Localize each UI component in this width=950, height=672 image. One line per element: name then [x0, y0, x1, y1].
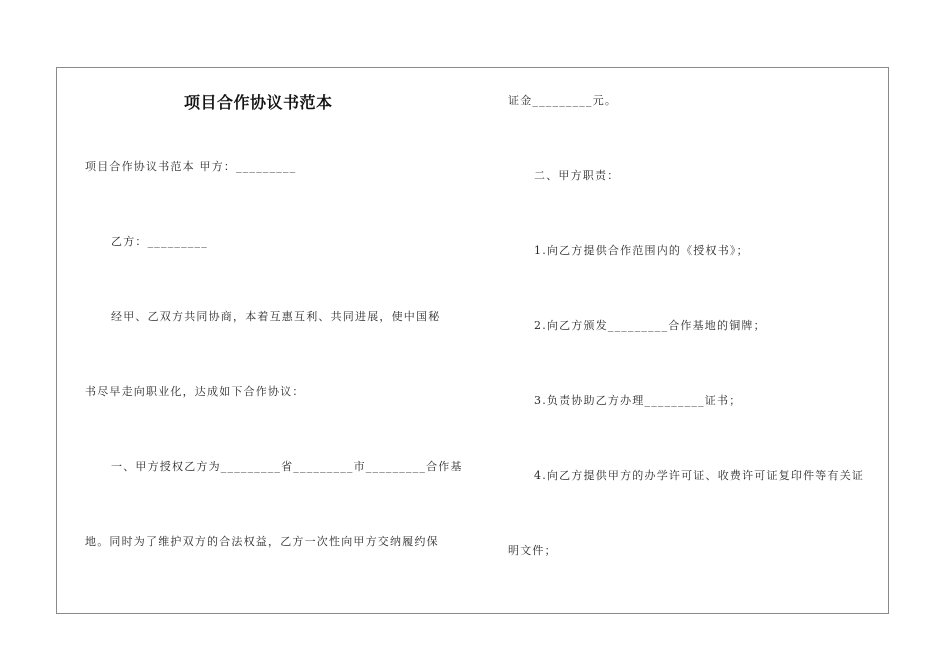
clause-two-item-2: 2.向乙方颁发_________合作基地的铜牌； [534, 319, 766, 332]
paragraph-party-b: 乙方：_________ [111, 235, 208, 248]
paragraph-preamble-line-1: 经甲、乙双方共同协商，本着互惠互利、共同进展，使中国秘 [111, 310, 441, 323]
clause-two-item-4-line-2: 明文件； [508, 544, 557, 557]
clause-one-line-2: 地。同时为了维护双方的合法权益，乙方一次性向甲方交纳履约保 [85, 535, 439, 548]
clause-two-item-1: 1.向乙方提供合作范围内的《授权书》； [534, 244, 749, 257]
clause-one-line-3: 证金_________元。 [508, 94, 618, 107]
paragraph-intro-party-a: 项目合作协议书范本 甲方：_________ [85, 160, 297, 173]
paragraph-preamble-line-2: 书尽早走向职业化，达成如下合作协议： [85, 385, 305, 398]
clause-one-line-1: 一、甲方授权乙方为_________省_________市_________合作基 [111, 460, 463, 473]
clause-two-item-4-line-1: 4.向乙方提供甲方的办学许可证、收费许可证复印件等有关证 [534, 469, 865, 482]
clause-two-item-3: 3.负责协助乙方办理_________证书； [534, 394, 742, 407]
page-frame [56, 67, 889, 614]
clause-two-heading: 二、甲方职责： [534, 169, 620, 182]
document-title: 项目合作协议书范本 [184, 93, 333, 112]
